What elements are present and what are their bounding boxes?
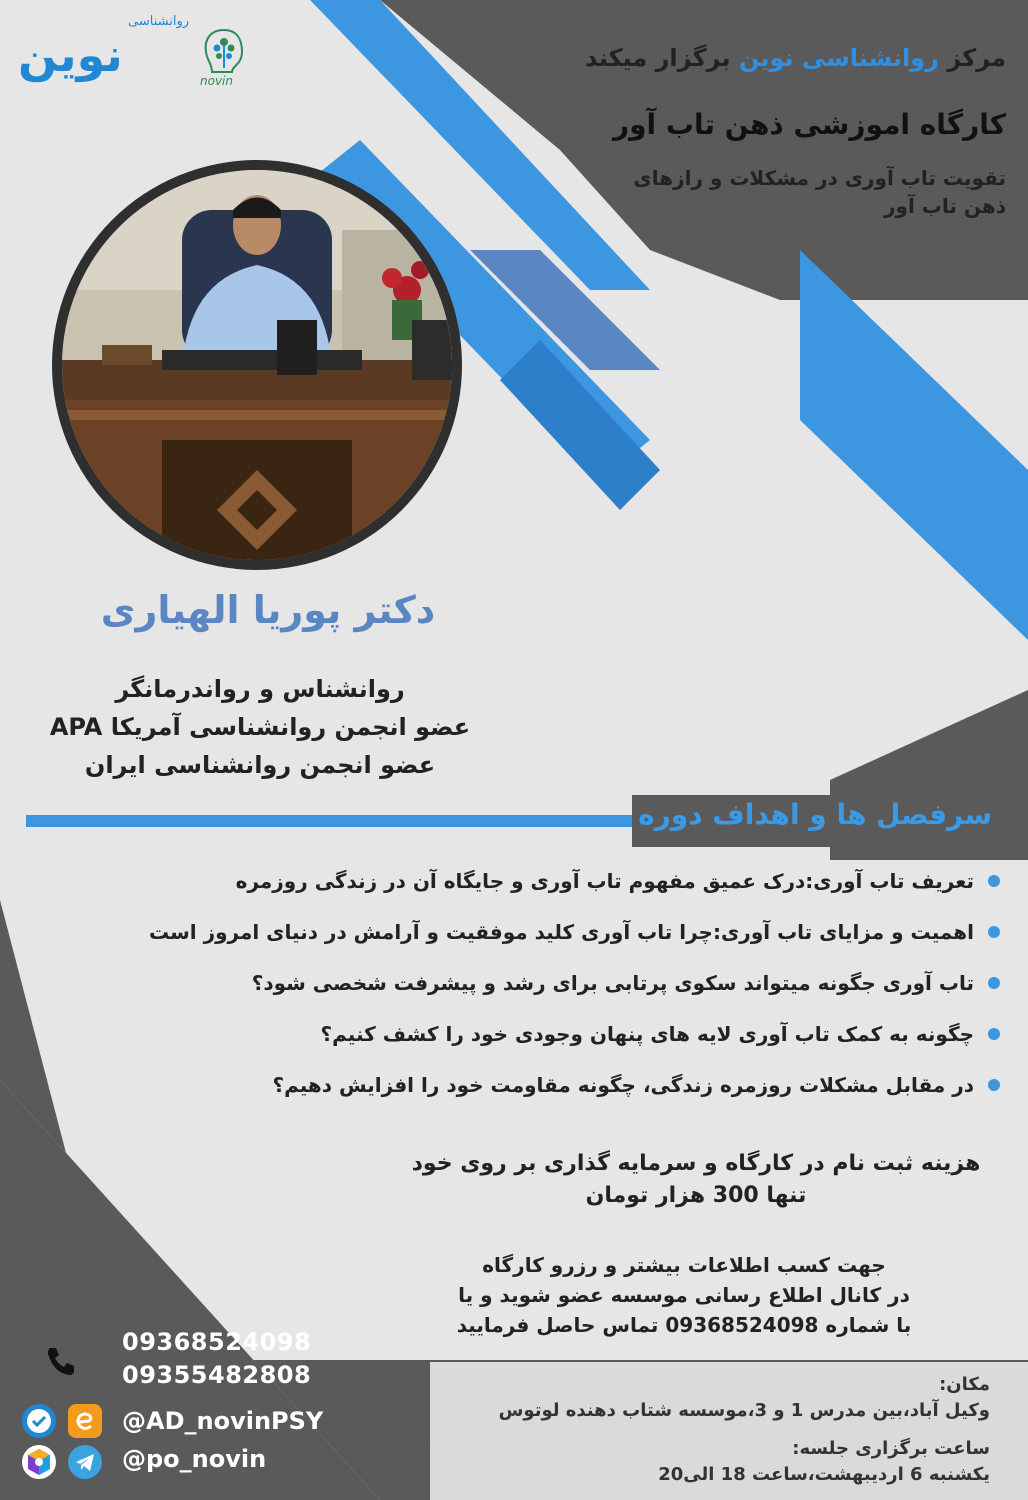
topic-item	[148, 906, 1000, 957]
credential-line: عضو انجمن روانشناسی آمریکا APA	[49, 713, 471, 741]
organizer-prefix: مرکز	[947, 44, 1006, 72]
time-label: ساعت برگزاری جلسه:	[792, 1438, 990, 1459]
topic-item	[200, 957, 1000, 1008]
tree-head-icon	[198, 26, 250, 78]
organizer-line	[585, 44, 1006, 72]
location-block	[470, 1372, 990, 1488]
topic-text: تاب آوری جگونه میتواند سکوی پرتابی برای رشد و پیشرفت شخصی شود؟	[251, 970, 974, 995]
speaker-photo	[62, 170, 452, 560]
logo-latin-text: novin	[200, 74, 233, 88]
topic-item	[200, 1008, 1000, 1059]
speaker-credentials	[40, 670, 480, 784]
workshop-title: کارگاه اموزشی ذهن تاب آور	[613, 108, 1006, 141]
speaker-name: دکتر پوریا الهیاری	[100, 588, 436, 632]
credential-line: روانشناس و رواندرمانگر	[115, 675, 405, 703]
topic-item	[200, 855, 1000, 906]
phone-numbers	[122, 1326, 311, 1392]
topics-title: سرفصل ها و اهداف دوره	[638, 798, 992, 831]
bullet-dot-icon	[988, 875, 1000, 887]
phone-number[interactable]: 09355482808	[122, 1361, 312, 1389]
cube-messenger-icon[interactable]	[22, 1445, 56, 1479]
workshop-subtitle: تقویت تاب آوری در مشکلات و رازهای ذهن تاب آور	[633, 166, 1006, 218]
time-value: یکشنبه 6 اردیبهشت،ساعت 18 الی20	[658, 1464, 990, 1485]
telegram-icon[interactable]	[68, 1445, 102, 1479]
info-line: جهت کسب اطلاعات بیشتر و رزرو کارگاه	[482, 1253, 886, 1277]
organizer-suffix: برگزار میکند	[584, 44, 731, 72]
social-handles	[122, 1402, 323, 1478]
logo	[18, 14, 248, 94]
topic-text: تعریف تاب آوری:درک عمیق مفهوم تاب آوری و جایگاه آن در زندگی روزمره	[235, 868, 974, 893]
speaker-photo-illustration	[62, 170, 452, 560]
bullet-dot-icon	[988, 1079, 1000, 1091]
topic-text: اهمیت و مزایای تاب آوری:چرا تاب آوری کلید موفقیت و آرامش در دنیای امروز است	[148, 919, 974, 944]
bullet-dot-icon	[988, 926, 1000, 938]
location-label: مکان:	[939, 1374, 990, 1395]
location-address: وکیل آباد،بین مدرس 1 و 3،موسسه شتاب دهنده لوتوس	[498, 1400, 990, 1421]
topic-text: در مقابل مشکلات روزمره زندگی، چگونه مقاومت خود را افزایش دهیم؟	[272, 1072, 974, 1097]
bullet-dot-icon	[988, 1028, 1000, 1040]
bullet-dot-icon	[988, 977, 1000, 989]
logo-small-text: روانشناسی	[128, 14, 189, 29]
credential-line: عضو انجمن روانشناسی ایران	[84, 751, 436, 779]
logo-main-text: نوین	[18, 28, 123, 82]
fee-amount: تنها 300 هزار تومان	[585, 1183, 807, 1208]
topic-item	[200, 1059, 1000, 1110]
topics-list	[148, 855, 1000, 1110]
checkmark-messenger-icon[interactable]	[22, 1404, 56, 1438]
fee-line: هزینه ثبت نام در کارگاه و سرمایه گذاری بر روی خود	[411, 1151, 981, 1176]
topic-text: چگونه به کمک تاب آوری لایه های پنهان وجودی خود را کشف کنیم؟	[320, 1021, 974, 1046]
social-handle[interactable]: @po_novin	[122, 1445, 267, 1473]
info-line: در کانال اطلاع رسانی موسسه عضو شوید و یا	[458, 1283, 910, 1307]
phone-icon	[44, 1344, 78, 1378]
topics-divider-bar	[26, 815, 636, 827]
phone-number[interactable]: 09368524098	[122, 1328, 312, 1356]
fee-block	[396, 1148, 996, 1212]
organizer-name: روانشناسی نوین	[738, 44, 939, 72]
info-line: با شماره 09368524098 تماس حاصل فرمایید	[456, 1313, 912, 1337]
info-block	[424, 1250, 944, 1340]
social-handle[interactable]: @AD_novinPSY	[122, 1407, 324, 1435]
eitaa-icon[interactable]	[68, 1404, 102, 1438]
